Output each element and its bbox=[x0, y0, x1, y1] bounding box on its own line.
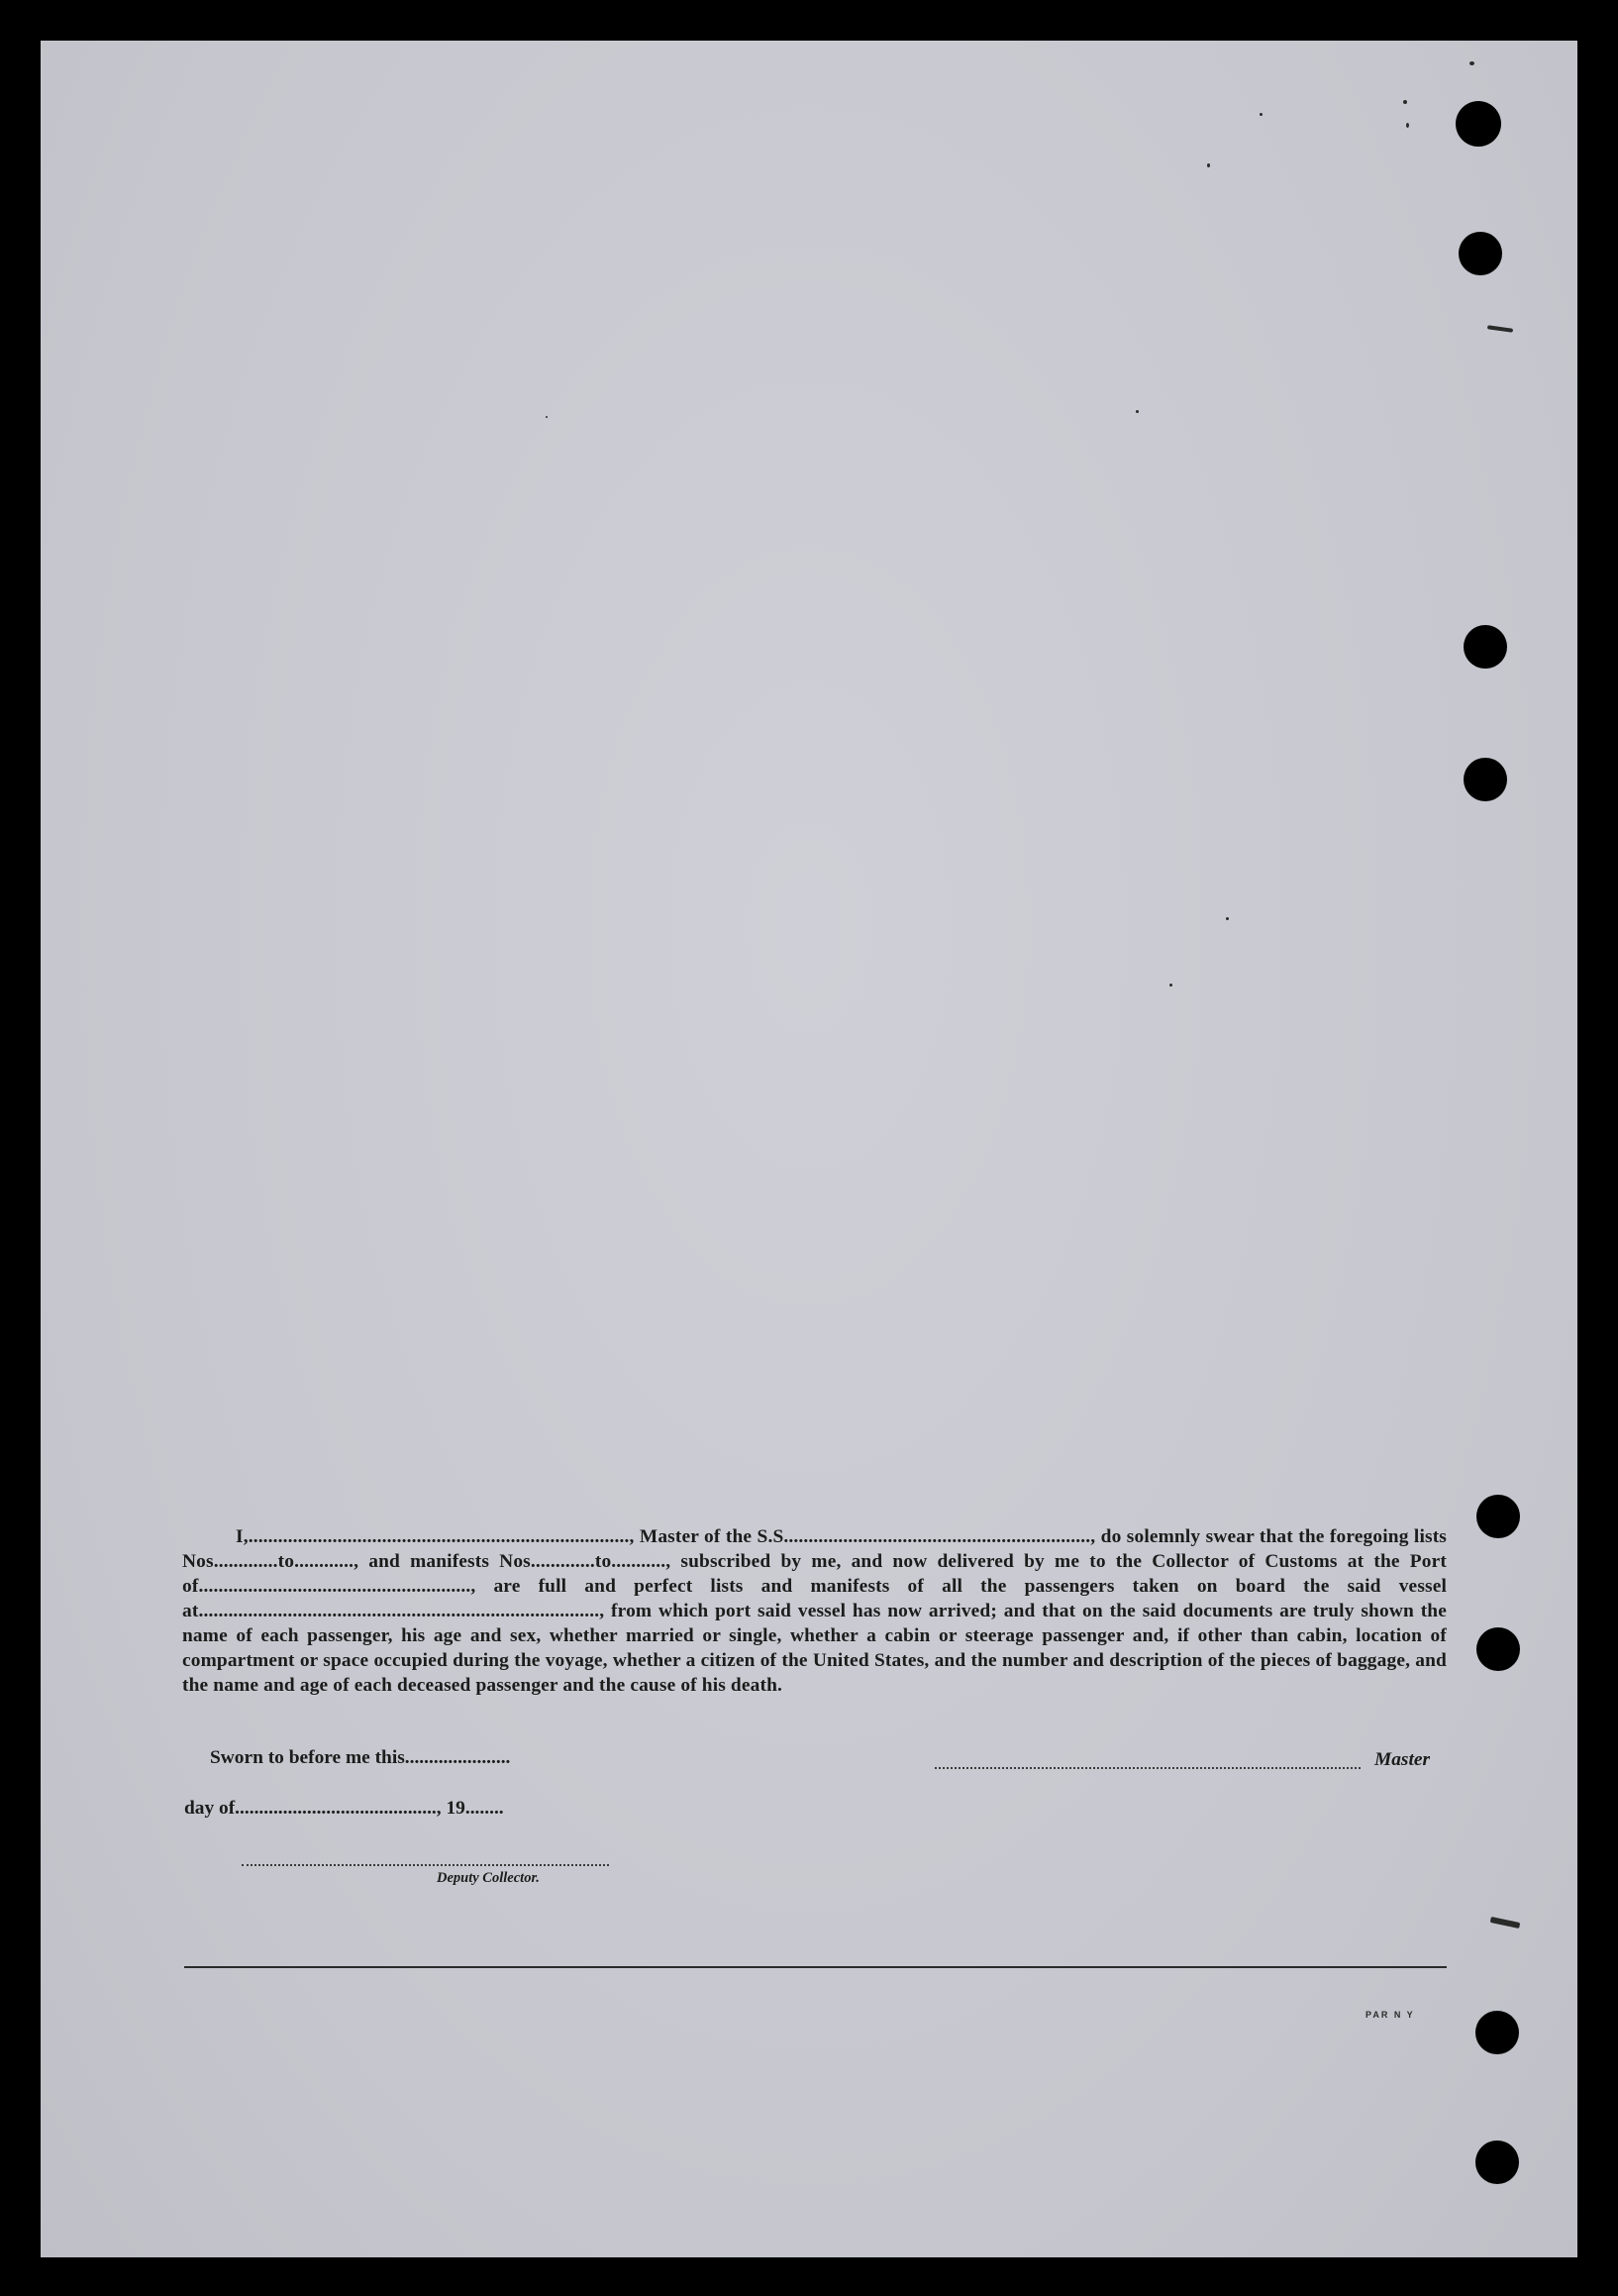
printer-mark: PAR N Y bbox=[1365, 2010, 1415, 2020]
speck bbox=[1136, 410, 1139, 413]
speck bbox=[546, 416, 548, 418]
bottom-rule bbox=[184, 1966, 1447, 1968]
sworn-before-label: Sworn to before me this...................... bbox=[210, 1747, 511, 1768]
deputy-collector-label: Deputy Collector. bbox=[437, 1870, 540, 1886]
punch-hole bbox=[1475, 2011, 1519, 2054]
punch-hole bbox=[1464, 758, 1507, 801]
speck bbox=[1260, 113, 1263, 116]
speck bbox=[1403, 100, 1407, 104]
punch-hole bbox=[1476, 1495, 1520, 1538]
scratch-mark bbox=[1487, 325, 1513, 333]
punch-hole bbox=[1476, 1627, 1520, 1671]
punch-hole bbox=[1456, 101, 1501, 147]
master-label: Master bbox=[1374, 1749, 1431, 1770]
master-signature-line bbox=[935, 1767, 1361, 1769]
punch-hole bbox=[1475, 2140, 1519, 2184]
scratch-mark bbox=[1490, 1917, 1521, 1929]
speck bbox=[1226, 917, 1229, 920]
speck bbox=[1207, 163, 1210, 167]
oath-section bbox=[182, 1524, 1447, 1698]
oath-paragraph: I,............................................................................., Master of the S.S.............................................................., do solemnly swear that the foregoing lists Nos.............to............, and manifests Nos.............to..........., subscribed by me, and now delivered by me to the Collector of Customs at the Port of......................................................., are full and perfect lists and manifests of all the passengers taken on board the said vessel at................................................................................., from which port said vessel has now arrived; and that on the said documents are truly shown the name of each passenger, his age and sex, whether married or single, whether a cabin or steerage passenger and, if other than cabin, location of compartment or space occupied during the voyage, whether a citizen of the United States, and the number and description of the pieces of baggage, and the name and age of each deceased passenger and the cause of his death. bbox=[182, 1526, 1447, 1696]
punch-hole bbox=[1459, 232, 1502, 275]
speck bbox=[1469, 61, 1474, 65]
form-sheet bbox=[41, 41, 1577, 2257]
speck bbox=[1406, 123, 1409, 128]
collector-signature-line bbox=[242, 1864, 609, 1866]
punch-hole bbox=[1464, 625, 1507, 669]
day-of-label: day of.........................................., 19........ bbox=[184, 1798, 504, 1819]
speck bbox=[1169, 984, 1172, 987]
